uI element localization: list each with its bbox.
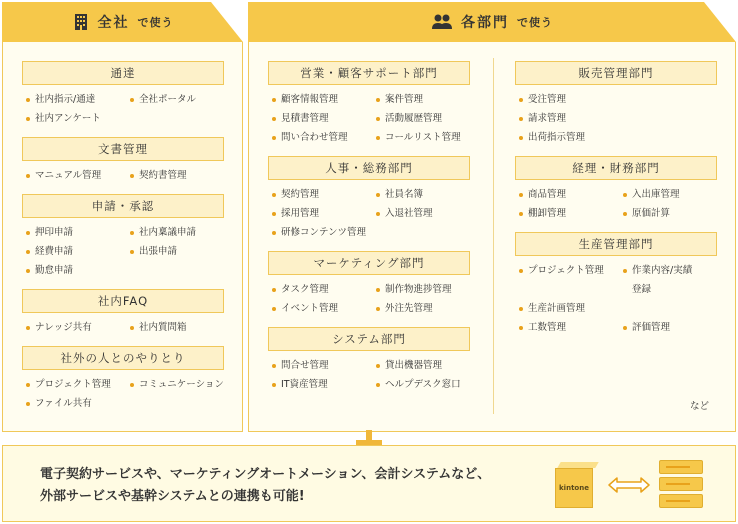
list-item: 問合せ管理 — [271, 358, 375, 373]
category-document-items — [25, 168, 239, 183]
integration-line-1: 電子契約サービスや、マーケティングオートメーション、会計システムなど、 — [40, 467, 491, 482]
category-marketing-items — [271, 282, 485, 316]
category-notice-items — [25, 92, 239, 126]
department-title: 各部門 — [461, 15, 509, 31]
list-item: 出荷指示管理 — [518, 130, 638, 145]
category-application-items — [25, 225, 239, 278]
list-item: 請求管理 — [518, 111, 638, 126]
list-item: 問い合わせ管理 — [271, 130, 375, 145]
column-divider — [493, 58, 494, 414]
category-sales-support: 営業・顧客サポート部門 — [268, 61, 470, 85]
category-internal-faq: 社内FAQ — [22, 289, 224, 313]
list-item: プロジェクト管理 — [518, 263, 622, 278]
list-item: 社内指示/通達 — [25, 92, 129, 107]
list-item: 案件管理 — [375, 92, 485, 107]
external-system-icon — [659, 460, 703, 508]
building-icon — [72, 13, 90, 31]
company-wide-header — [2, 2, 243, 42]
integration-text — [40, 464, 490, 508]
list-item: 経費申請 — [25, 244, 129, 259]
kintone-logo-label: kintone — [559, 484, 589, 492]
list-item: 顧客情報管理 — [271, 92, 375, 107]
list-item: 外注先管理 — [375, 301, 485, 316]
list-item: 入出庫管理 — [622, 187, 732, 202]
category-sales-items — [271, 92, 485, 145]
company-wide-title-suffix: で使う — [137, 16, 174, 29]
list-item: コールリスト管理 — [375, 130, 485, 145]
category-external-communication: 社外の人とのやりとり — [22, 346, 224, 370]
list-item: プロジェクト管理 — [25, 377, 129, 392]
list-item: ヘルプデスク窓口 — [375, 377, 485, 392]
category-external-items — [25, 377, 239, 411]
category-document-management: 文書管理 — [22, 137, 224, 161]
list-item: マニュアル管理 — [25, 168, 129, 183]
category-system: システム部門 — [268, 327, 470, 351]
department-header — [248, 2, 736, 42]
category-accounting-finance: 経理・財務部門 — [515, 156, 717, 180]
integration-line-2: 外部サービスや基幹システムとの連携も可能! — [40, 489, 305, 504]
department-title-suffix: で使う — [517, 16, 553, 29]
list-item: 棚卸管理 — [518, 206, 622, 221]
list-item: 原価計算 — [622, 206, 732, 221]
list-item: 社内質問箱 — [129, 320, 239, 335]
header-tail — [704, 2, 736, 42]
list-item: 受注管理 — [518, 92, 638, 107]
list-item: 押印申請 — [25, 225, 129, 240]
list-item: 工数管理 — [518, 320, 622, 335]
category-application-approval: 申請・承認 — [22, 194, 224, 218]
category-production-management: 生産管理部門 — [515, 232, 717, 256]
list-item: 商品管理 — [518, 187, 622, 202]
list-item: 社内アンケート — [25, 111, 129, 126]
category-sales-management: 販売管理部門 — [515, 61, 717, 85]
category-hr-items — [271, 187, 485, 240]
company-wide-title: 全社 — [97, 15, 130, 31]
category-system-items — [271, 358, 485, 392]
list-item: 評価管理 — [622, 320, 732, 335]
list-item: 入退社管理 — [375, 206, 485, 221]
list-item: 出張申請 — [129, 244, 239, 259]
kintone-box-icon — [555, 462, 599, 508]
list-item: 社内稟議申請 — [129, 225, 239, 240]
category-production-items — [518, 263, 732, 335]
list-item: IT資産管理 — [271, 377, 375, 392]
category-accounting-items — [518, 187, 732, 221]
department-panel — [248, 2, 736, 432]
list-item: 見積書管理 — [271, 111, 375, 126]
category-notice: 通達 — [22, 61, 224, 85]
people-icon — [431, 13, 453, 31]
list-item: 制作物進捗管理 — [375, 282, 485, 297]
list-item-continuation: 登録 — [632, 284, 652, 295]
list-item: 契約管理 — [271, 187, 375, 202]
list-item: イベント管理 — [271, 301, 375, 316]
list-item: タスク管理 — [271, 282, 375, 297]
category-hr-general-affairs: 人事・総務部門 — [268, 156, 470, 180]
list-item: 契約書管理 — [129, 168, 239, 183]
list-item: 社員名簿 — [375, 187, 485, 202]
list-item: 全社ポータル — [129, 92, 239, 107]
etc-label: など — [690, 401, 710, 412]
header-tail — [211, 2, 243, 42]
list-item: 勤怠申請 — [25, 263, 129, 278]
list-item: ナレッジ共有 — [25, 320, 129, 335]
list-item: 研修コンテンツ管理 — [271, 225, 375, 240]
company-wide-panel — [2, 2, 243, 432]
category-faq-items — [25, 320, 239, 335]
integration-banner — [2, 445, 736, 522]
category-marketing: マーケティング部門 — [268, 251, 470, 275]
list-item: 生産計画管理 — [518, 301, 622, 316]
list-item: コミュニケーション — [129, 377, 239, 392]
list-item: 採用管理 — [271, 206, 375, 221]
list-item: ファイル共有 — [25, 396, 129, 411]
list-item: 貸出機器管理 — [375, 358, 485, 373]
double-arrow-icon — [607, 476, 651, 494]
category-sales-management-items — [518, 92, 638, 145]
list-item: 活動履歴管理 — [375, 111, 485, 126]
list-item: 作業内容/実績 — [622, 263, 732, 278]
